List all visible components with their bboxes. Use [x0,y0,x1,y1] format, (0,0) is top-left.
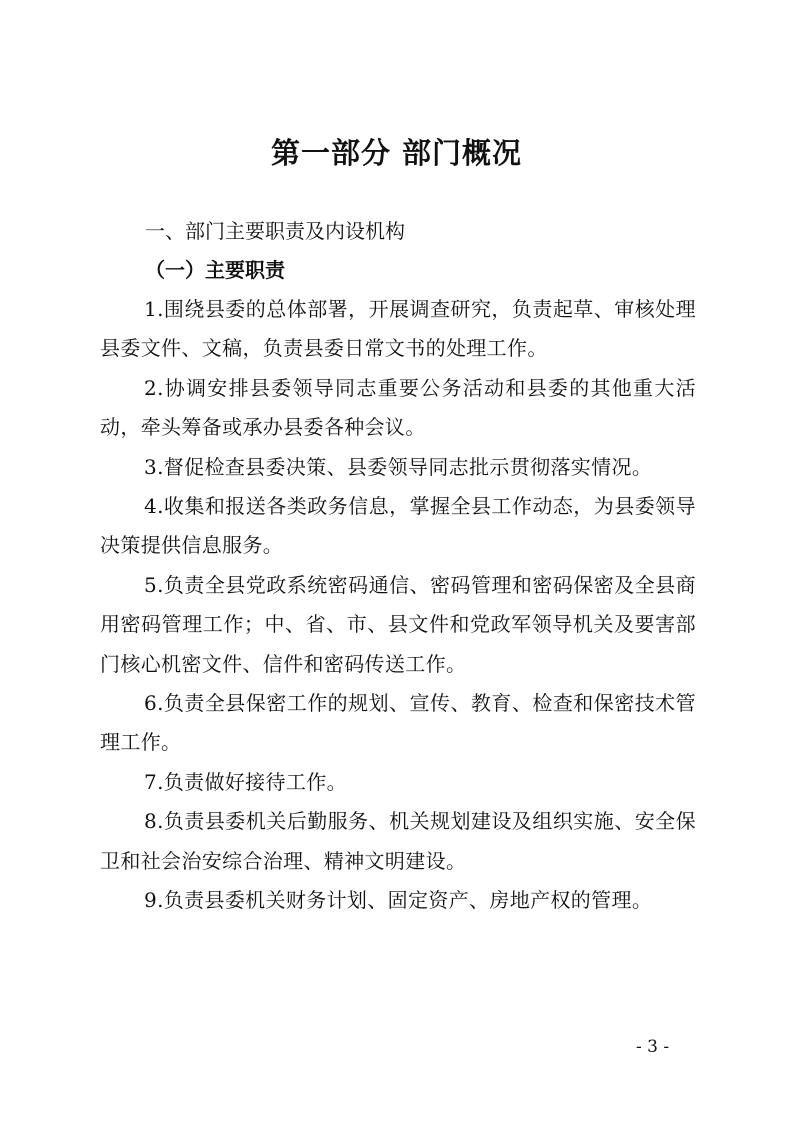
page-title: 第一部分 部门概况 [270,136,523,170]
duty-item-4: 4.收集和报送各类政务信息，掌握全县工作动态，为县委领导决策提供信息服务。 [100,494,696,558]
duty-item-7: 7.负责做好接待工作。 [144,769,347,794]
duty-item-8: 8.负责县委机关后勤服务、机关规划建设及组织实施、安全保卫和社会治安综合治理、精神文明建设。 [100,809,696,873]
duty-item-5: 5.负责全县党政系统密码通信、密码管理和密码保密及全县商用密码管理工作；中、省、市、县文件和党政军领导机关及要害部门核心机密文件、信件和密码传送工作。 [100,572,696,676]
duties-list [100,290,696,921]
duty-item-6: 6.负责全县保密工作的规划、宣传、教育、检查和保密技术管理工作。 [100,691,696,755]
section-heading: 一、部门主要职责及内设机构 [145,219,405,243]
duty-item-2: 2.协调安排县委领导同志重要公务活动和县委的其他重大活动，牵头筹备或承办县委各种会议。 [100,375,696,440]
duty-item-1: 1.围绕县委的总体部署，开展调查研究，负责起草、审核处理县委文件、文稿，负责县委日常文书的处理工作。 [100,297,696,361]
sub-heading: （一）主要职责 [145,258,285,282]
duty-item-9: 9.负责县委机关财务计划、固定资产、房地产权的管理。 [144,888,653,913]
page-number: - 3 - [636,1037,670,1057]
duty-item-3: 3.督促检查县委决策、县委领导同志批示贯彻落实情况。 [144,454,653,479]
